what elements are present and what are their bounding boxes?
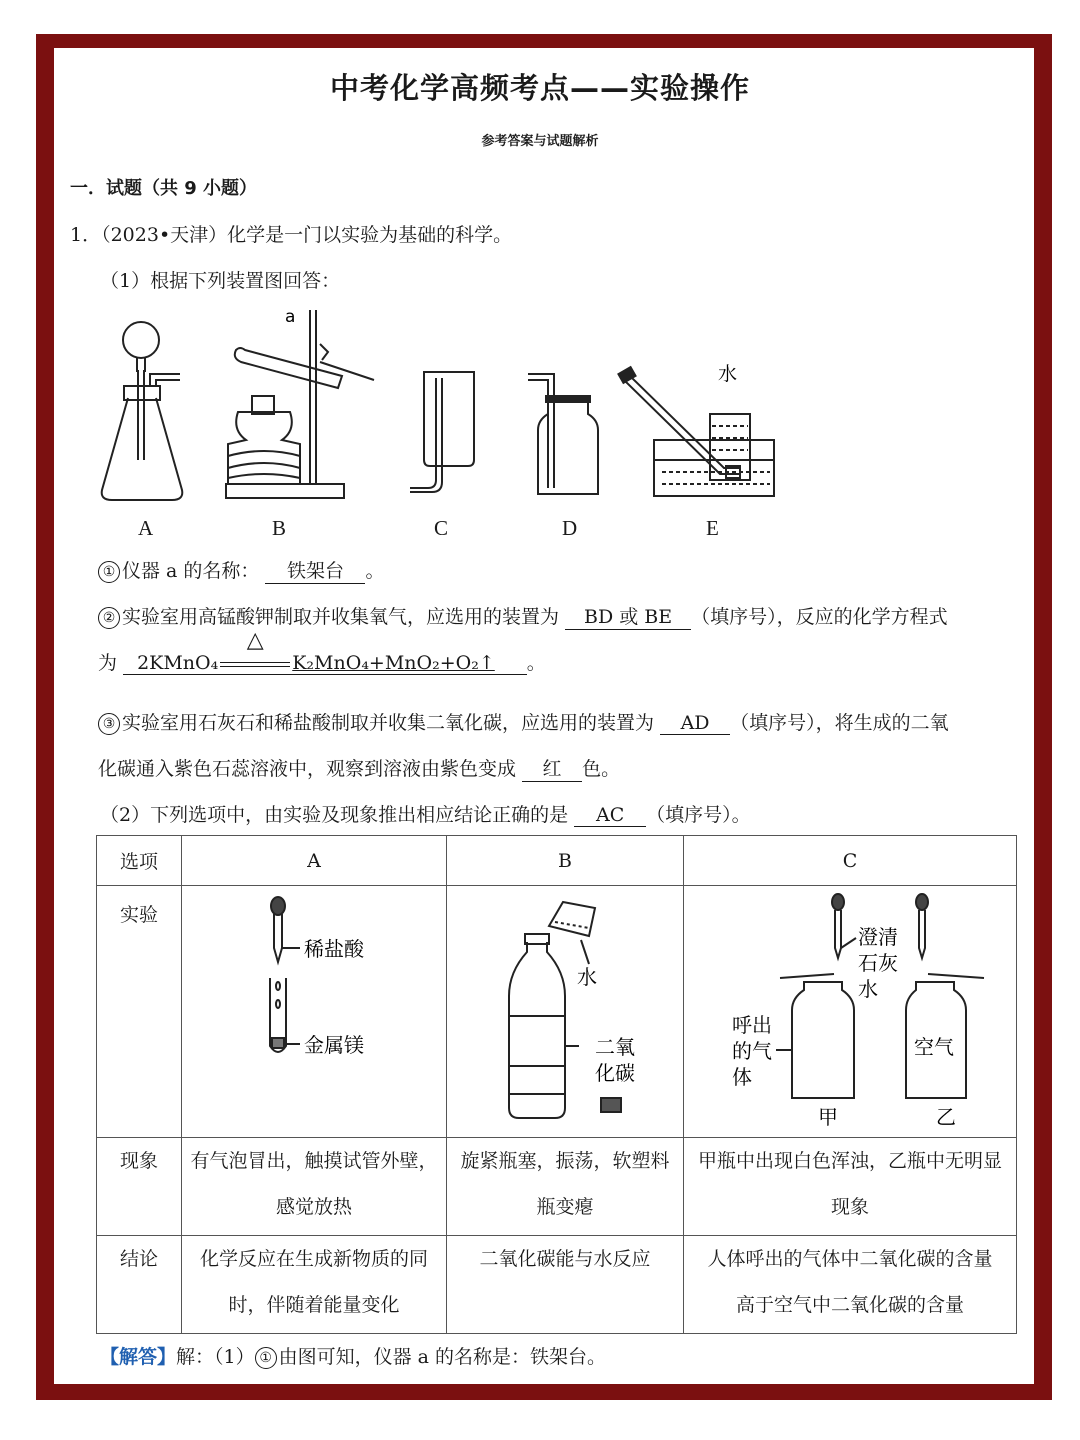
apparatus-water-label: 水 — [718, 363, 738, 385]
label-air: 空气 — [914, 1035, 954, 1059]
solution-text: 由图可知，仪器 a 的名称是：铁架台。 — [278, 1346, 607, 1368]
phenomenon-c: 甲瓶中出现白色浑浊，乙瓶中无明显 现象 — [684, 1138, 1017, 1236]
table-header-cell: C — [684, 836, 1017, 886]
part2-answer: AC — [574, 804, 646, 827]
chemical-equation — [98, 628, 546, 675]
experiment-a-figure — [186, 886, 442, 1132]
table-row-phenomenon — [97, 1138, 1017, 1236]
experiment-a-cell — [182, 886, 447, 1138]
sub3-suffix: （填序号），将生成的二氧 — [730, 712, 949, 734]
label-limewater-1: 澄清 — [858, 925, 898, 949]
sub-question-2 — [98, 602, 948, 630]
conclusion-c: 人体呼出的气体中二氧化碳的含量 高于空气中二氧化碳的含量 — [684, 1236, 1017, 1334]
circled-number: ③ — [98, 713, 120, 735]
sub3-text: 实验室用石灰石和稀盐酸制取并收集二氧化碳，应选用的装置为 — [122, 712, 655, 734]
apparatus-label-B: B — [272, 516, 287, 540]
page-subtitle: 参考答案与试题解析 — [481, 134, 599, 149]
question-1-part-1: （1）根据下列装置图回答： — [100, 270, 341, 292]
apparatus-label-A: A — [138, 516, 154, 540]
table-header-row — [97, 836, 1017, 886]
table-header-cell: 选项 — [97, 836, 182, 886]
part2-suffix: （填序号）。 — [646, 804, 751, 826]
table-row-experiment — [97, 886, 1017, 1138]
label-co2-line2: 化碳 — [595, 1061, 635, 1085]
sub1-text: 仪器 a 的名称： — [122, 560, 260, 582]
eq-condition: △ — [246, 628, 264, 653]
apparatus-e-trough — [618, 367, 774, 496]
eq-answer-blank — [123, 628, 527, 675]
solution-intro: 解：（1） — [176, 1346, 255, 1368]
label-magnesium: 金属镁 — [304, 1033, 364, 1057]
row-label-experiment: 实验 — [97, 886, 182, 1138]
apparatus-label-a: a — [285, 307, 296, 327]
row-label-phenomenon: 现象 — [97, 1138, 182, 1236]
label-bottle-yi: 乙 — [936, 1105, 956, 1129]
table-header-cell: A — [182, 836, 447, 886]
sub3-answer: AD — [660, 712, 730, 735]
label-exhaled-2: 的气 — [732, 1039, 772, 1063]
eq-condition-arrow — [218, 628, 292, 674]
solution-line — [100, 1342, 606, 1369]
row-label-conclusion: 结论 — [97, 1236, 182, 1334]
experiment-c-figure — [688, 886, 1012, 1132]
apparatus-a-flask — [102, 322, 183, 500]
sub-question-3-cont — [98, 754, 620, 782]
label-exhaled-1: 呼出 — [732, 1013, 772, 1037]
page-title: 中考化学高频考点——实验操作 — [329, 71, 750, 105]
question-1-part-2 — [100, 800, 751, 827]
experiment-c-cell — [684, 886, 1017, 1138]
table-header-cell: B — [447, 836, 684, 886]
conclusion-a: 化学反应在生成新物质的同 时，伴随着能量变化 — [182, 1236, 447, 1334]
apparatus-b-stand — [226, 310, 374, 498]
eq-reactant: 2KMnO₄ — [137, 652, 219, 674]
apparatus-d-jar — [528, 374, 598, 494]
phenomenon-b: 旋紧瓶塞，振荡，软塑料 瓶变瘪 — [447, 1138, 684, 1236]
sub-question-1 — [98, 556, 384, 584]
table-row-conclusion — [97, 1236, 1017, 1334]
circled-number: ② — [98, 607, 120, 629]
apparatus-diagram — [0, 300, 1080, 520]
label-bottle-jia: 甲 — [818, 1105, 838, 1129]
label-limewater-2: 石灰 — [858, 951, 898, 975]
eq-products: K₂MnO₄+MnO₂+O₂↑ — [292, 652, 495, 674]
sub1-answer: 铁架台 — [265, 556, 365, 584]
eq-suffix: 。 — [526, 652, 546, 674]
circled-number: ① — [98, 561, 120, 583]
sub2-suffix: （填序号），反应的化学方程式 — [691, 606, 948, 628]
eq-prefix: 为 — [98, 652, 118, 674]
sub2-answer: BD 或 BE — [565, 602, 691, 630]
apparatus-label-D: D — [562, 516, 578, 540]
phenomenon-a: 有气泡冒出，触摸试管外壁， 感觉放热 — [182, 1138, 447, 1236]
label-co2-line1: 二氧 — [595, 1035, 635, 1059]
experiment-b-cell — [447, 886, 684, 1138]
apparatus-c-jar — [410, 372, 474, 492]
label-water: 水 — [577, 965, 597, 989]
label-exhaled-3: 体 — [732, 1065, 752, 1089]
sub-question-3 — [98, 708, 949, 735]
options-table — [96, 835, 1017, 1334]
experiment-b-figure — [451, 886, 679, 1132]
section-heading: 一．试题（共 9 小题） — [70, 178, 258, 199]
circled-number: ① — [255, 1347, 277, 1369]
conclusion-b: 二氧化碳能与水反应 — [447, 1236, 684, 1334]
label-limewater-3: 水 — [858, 977, 878, 1001]
label-dilute-hcl: 稀盐酸 — [304, 937, 364, 961]
part2-text: （2）下列选项中，由实验及现象推出相应结论正确的是 — [100, 804, 569, 826]
sub3-line2-suffix: 色。 — [582, 758, 621, 780]
sub2-text: 实验室用高锰酸钾制取并收集氧气，应选用的装置为 — [122, 606, 560, 628]
solution-tag: 【解答】 — [100, 1346, 177, 1368]
question-1-intro: 1．（2023•天津）化学是一门以实验为基础的科学。 — [70, 224, 513, 246]
apparatus-label-E: E — [706, 516, 719, 540]
sub3-line2-text: 化碳通入紫色石蕊溶液中，观察到溶液由紫色变成 — [98, 758, 517, 780]
sub1-suffix: 。 — [365, 560, 385, 582]
apparatus-label-C: C — [434, 516, 449, 540]
sub3-color-answer: 红 — [522, 754, 582, 782]
